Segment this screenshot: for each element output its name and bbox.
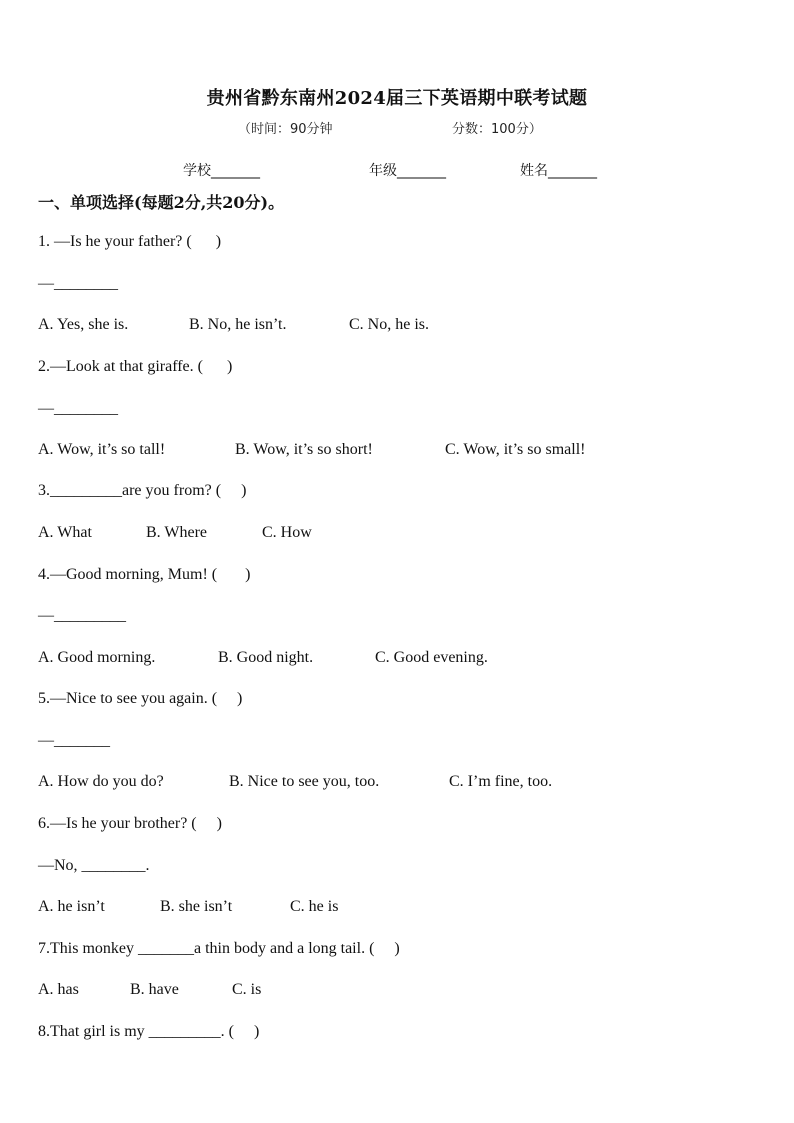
question-1: 1. —Is he your father? ( )	[38, 233, 222, 250]
grade-field: 年级_______	[369, 163, 446, 179]
q3-option-a: A. What	[38, 524, 92, 541]
q7-option-b: B. have	[130, 981, 179, 998]
question-5: 5.—Nice to see you again. ( )	[38, 690, 243, 707]
q5-option-b: B. Nice to see you, too.	[229, 773, 380, 790]
q4-option-a: A. Good morning.	[38, 649, 156, 666]
question-7: 7.This monkey _______a thin body and a long tail. ( )	[38, 940, 400, 957]
q1-option-a: A. Yes, she is.	[38, 316, 129, 333]
q5-option-a: A. How do you do?	[38, 773, 164, 790]
exam-time: （时间：90分钟	[238, 122, 333, 137]
q7-option-c: C. is	[232, 981, 262, 998]
question-8: 8.That girl is my _________. ( )	[38, 1023, 260, 1040]
name-field: 姓名_______	[520, 163, 597, 179]
q3-option-b: B. Where	[146, 524, 208, 541]
exam-score: 分数：100分）	[452, 122, 542, 137]
question-6: 6.—Is he your brother? ( )	[38, 815, 222, 832]
question-4: 4.—Good morning, Mum! ( )	[38, 566, 251, 583]
exam-title: 贵州省黔东南州2024届三下英语期中联考试题	[206, 88, 588, 109]
section-title: 一、单项选择(每题2分,共20分)。	[38, 193, 285, 212]
q1-option-c: C. No, he is.	[349, 316, 429, 333]
question-2: 2.—Look at that giraffe. ( )	[38, 358, 233, 375]
q2-option-b: B. Wow, it’s so short!	[235, 441, 373, 458]
q6-option-c: C. he is	[290, 898, 339, 915]
q2-option-c: C. Wow, it’s so small!	[445, 441, 586, 458]
answer-line-5: —_______	[38, 732, 110, 749]
answer-line-1: —________	[38, 275, 118, 292]
q6-option-a: A. he isn’t	[38, 898, 105, 915]
q4-option-b: B. Good night.	[218, 649, 314, 666]
answer-line-6: —No, ________.	[38, 857, 150, 874]
q7-option-a: A. has	[38, 981, 79, 998]
q2-option-a: A. Wow, it’s so tall!	[38, 441, 166, 458]
school-field: 学校_______	[183, 163, 260, 179]
q4-option-c: C. Good evening.	[375, 649, 488, 666]
question-3: 3._________are you from? ( )	[38, 482, 247, 499]
q3-option-c: C. How	[262, 524, 312, 541]
q6-option-b: B. she isn’t	[160, 898, 233, 915]
q5-option-c: C. I’m fine, too.	[449, 773, 553, 790]
answer-line-2: —________	[38, 400, 118, 417]
q1-option-b: B. No, he isn’t.	[189, 316, 287, 333]
answer-line-4: —_________	[38, 607, 126, 624]
